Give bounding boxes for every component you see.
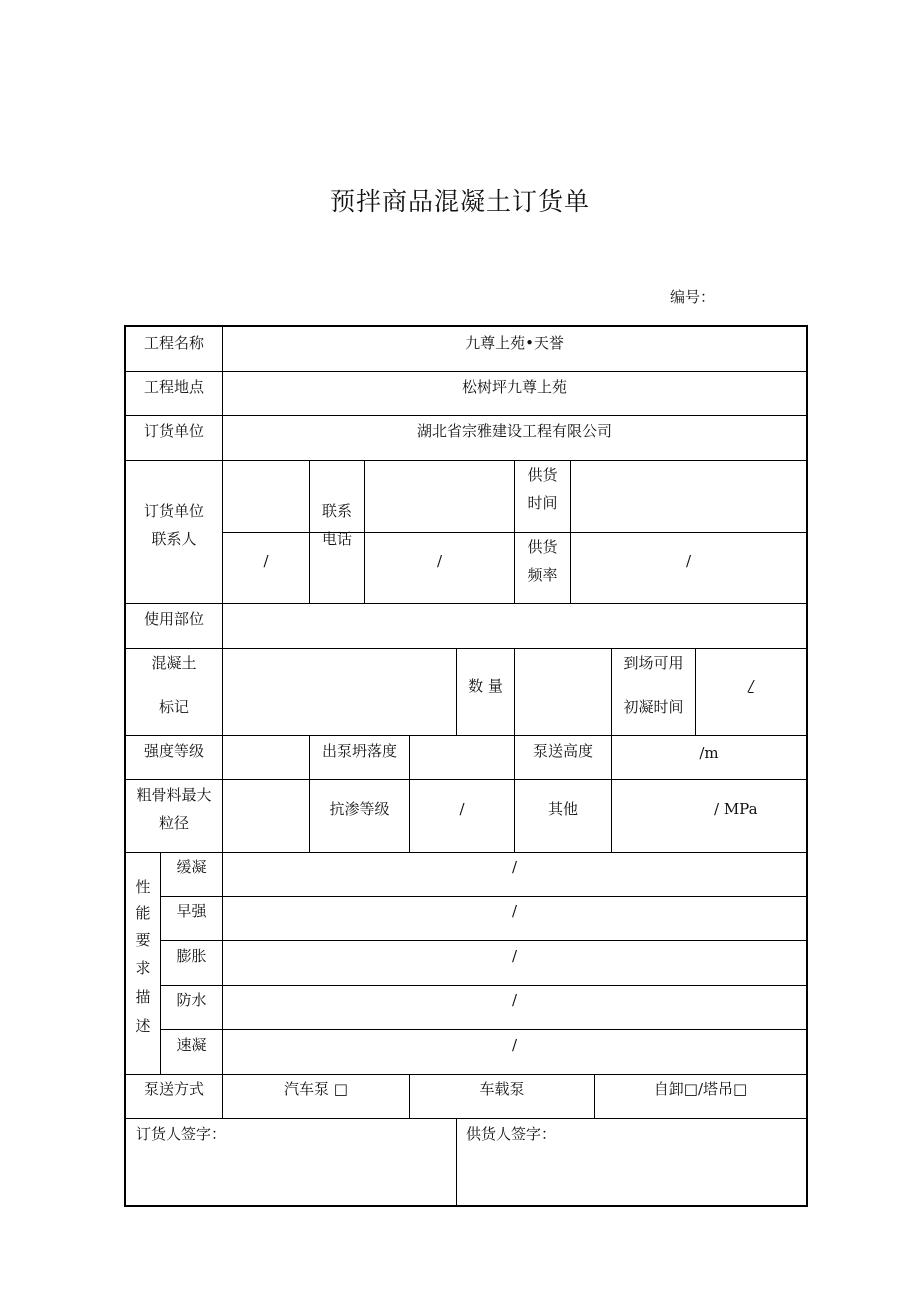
performance-row-label: 防水 — [176, 991, 207, 1009]
performance-label-char: 描 — [135, 988, 151, 1006]
performance-row-label: 缓凝 — [176, 858, 207, 876]
slump-label: 出泵坍落度 — [321, 742, 397, 760]
performance-label-char: 能 — [135, 904, 151, 922]
supply-frequency-label-line2: 频率 — [527, 566, 558, 584]
serial-number-label: 编号： — [670, 288, 716, 306]
pumping-option-dump-crane[interactable]: 自卸□/塔吊□ — [653, 1080, 748, 1098]
set-time-value: / — [748, 677, 754, 695]
performance-row-value: / — [511, 1036, 518, 1054]
usage-part-label: 使用部位 — [143, 610, 204, 628]
contact-label-line1: 订货单位 — [143, 502, 204, 520]
impermeability-label: 抗渗等级 — [329, 800, 390, 818]
project-site-value: 松树坪九尊上苑 — [461, 378, 567, 396]
performance-row-value: / — [511, 991, 518, 1009]
performance-row-label: 速凝 — [176, 1036, 207, 1054]
pumping-method-label: 泵送方式 — [143, 1080, 204, 1098]
other-value: / MPa — [714, 800, 758, 818]
contact-label-line2: 联系人 — [151, 530, 197, 548]
phone-label-line2: 电话 — [321, 530, 352, 548]
performance-label-char: 述 — [135, 1017, 151, 1035]
performance-label-char: 性 — [135, 878, 151, 896]
phone-label-line1: 联系 — [321, 502, 352, 520]
performance-label-char: 求 — [135, 959, 151, 977]
project-name-value: 九尊上苑•天誉 — [465, 334, 564, 352]
pumping-option-truck-pump[interactable]: 汽车泵 □ — [284, 1080, 348, 1098]
project-name-label: 工程名称 — [143, 334, 204, 352]
performance-row-value: / — [511, 902, 518, 920]
quantity-label: 数 量 — [468, 677, 503, 695]
supply-time-label-line2: 时间 — [527, 494, 558, 512]
pumping-option-vehicle-pump[interactable]: 车载泵 — [479, 1080, 525, 1098]
performance-row-value: / — [511, 858, 518, 876]
pump-height-value: /m — [699, 744, 719, 762]
phone-value: / — [436, 552, 443, 570]
pump-height-label: 泵送高度 — [532, 742, 593, 760]
other-label: 其他 — [547, 800, 578, 818]
performance-row-value: / — [511, 947, 518, 965]
aggregate-size-label-line1: 粗骨料最大 — [136, 786, 212, 804]
supplier-signature-label: 供货人签字： — [466, 1125, 557, 1143]
performance-row-label: 早强 — [176, 902, 207, 920]
supply-time-label-line1: 供货 — [527, 466, 558, 484]
impermeability-value: / — [459, 800, 465, 818]
set-time-label-line1: 到场可用 — [623, 654, 684, 672]
orderer-label: 订货单位 — [143, 422, 204, 440]
strength-grade-label: 强度等级 — [143, 742, 204, 760]
order-form-table — [124, 325, 808, 1207]
supply-frequency-value: / — [685, 552, 692, 570]
orderer-signature-label: 订货人签字： — [136, 1125, 227, 1143]
set-time-label-line2: 初凝时间 — [623, 698, 684, 716]
contact-value: / — [263, 552, 269, 570]
supply-frequency-label-line1: 供货 — [527, 538, 558, 556]
concrete-mark-label-line2: 标记 — [158, 698, 189, 716]
project-site-label: 工程地点 — [143, 378, 204, 396]
performance-row-label: 膨胀 — [176, 947, 207, 965]
concrete-mark-label-line1: 混凝土 — [151, 654, 197, 672]
orderer-value: 湖北省宗雅建设工程有限公司 — [416, 422, 612, 440]
document-title: 预拌商品混凝土订货单 — [329, 187, 590, 216]
aggregate-size-label-line2: 粒径 — [158, 814, 189, 832]
performance-label-char: 要 — [135, 931, 151, 949]
